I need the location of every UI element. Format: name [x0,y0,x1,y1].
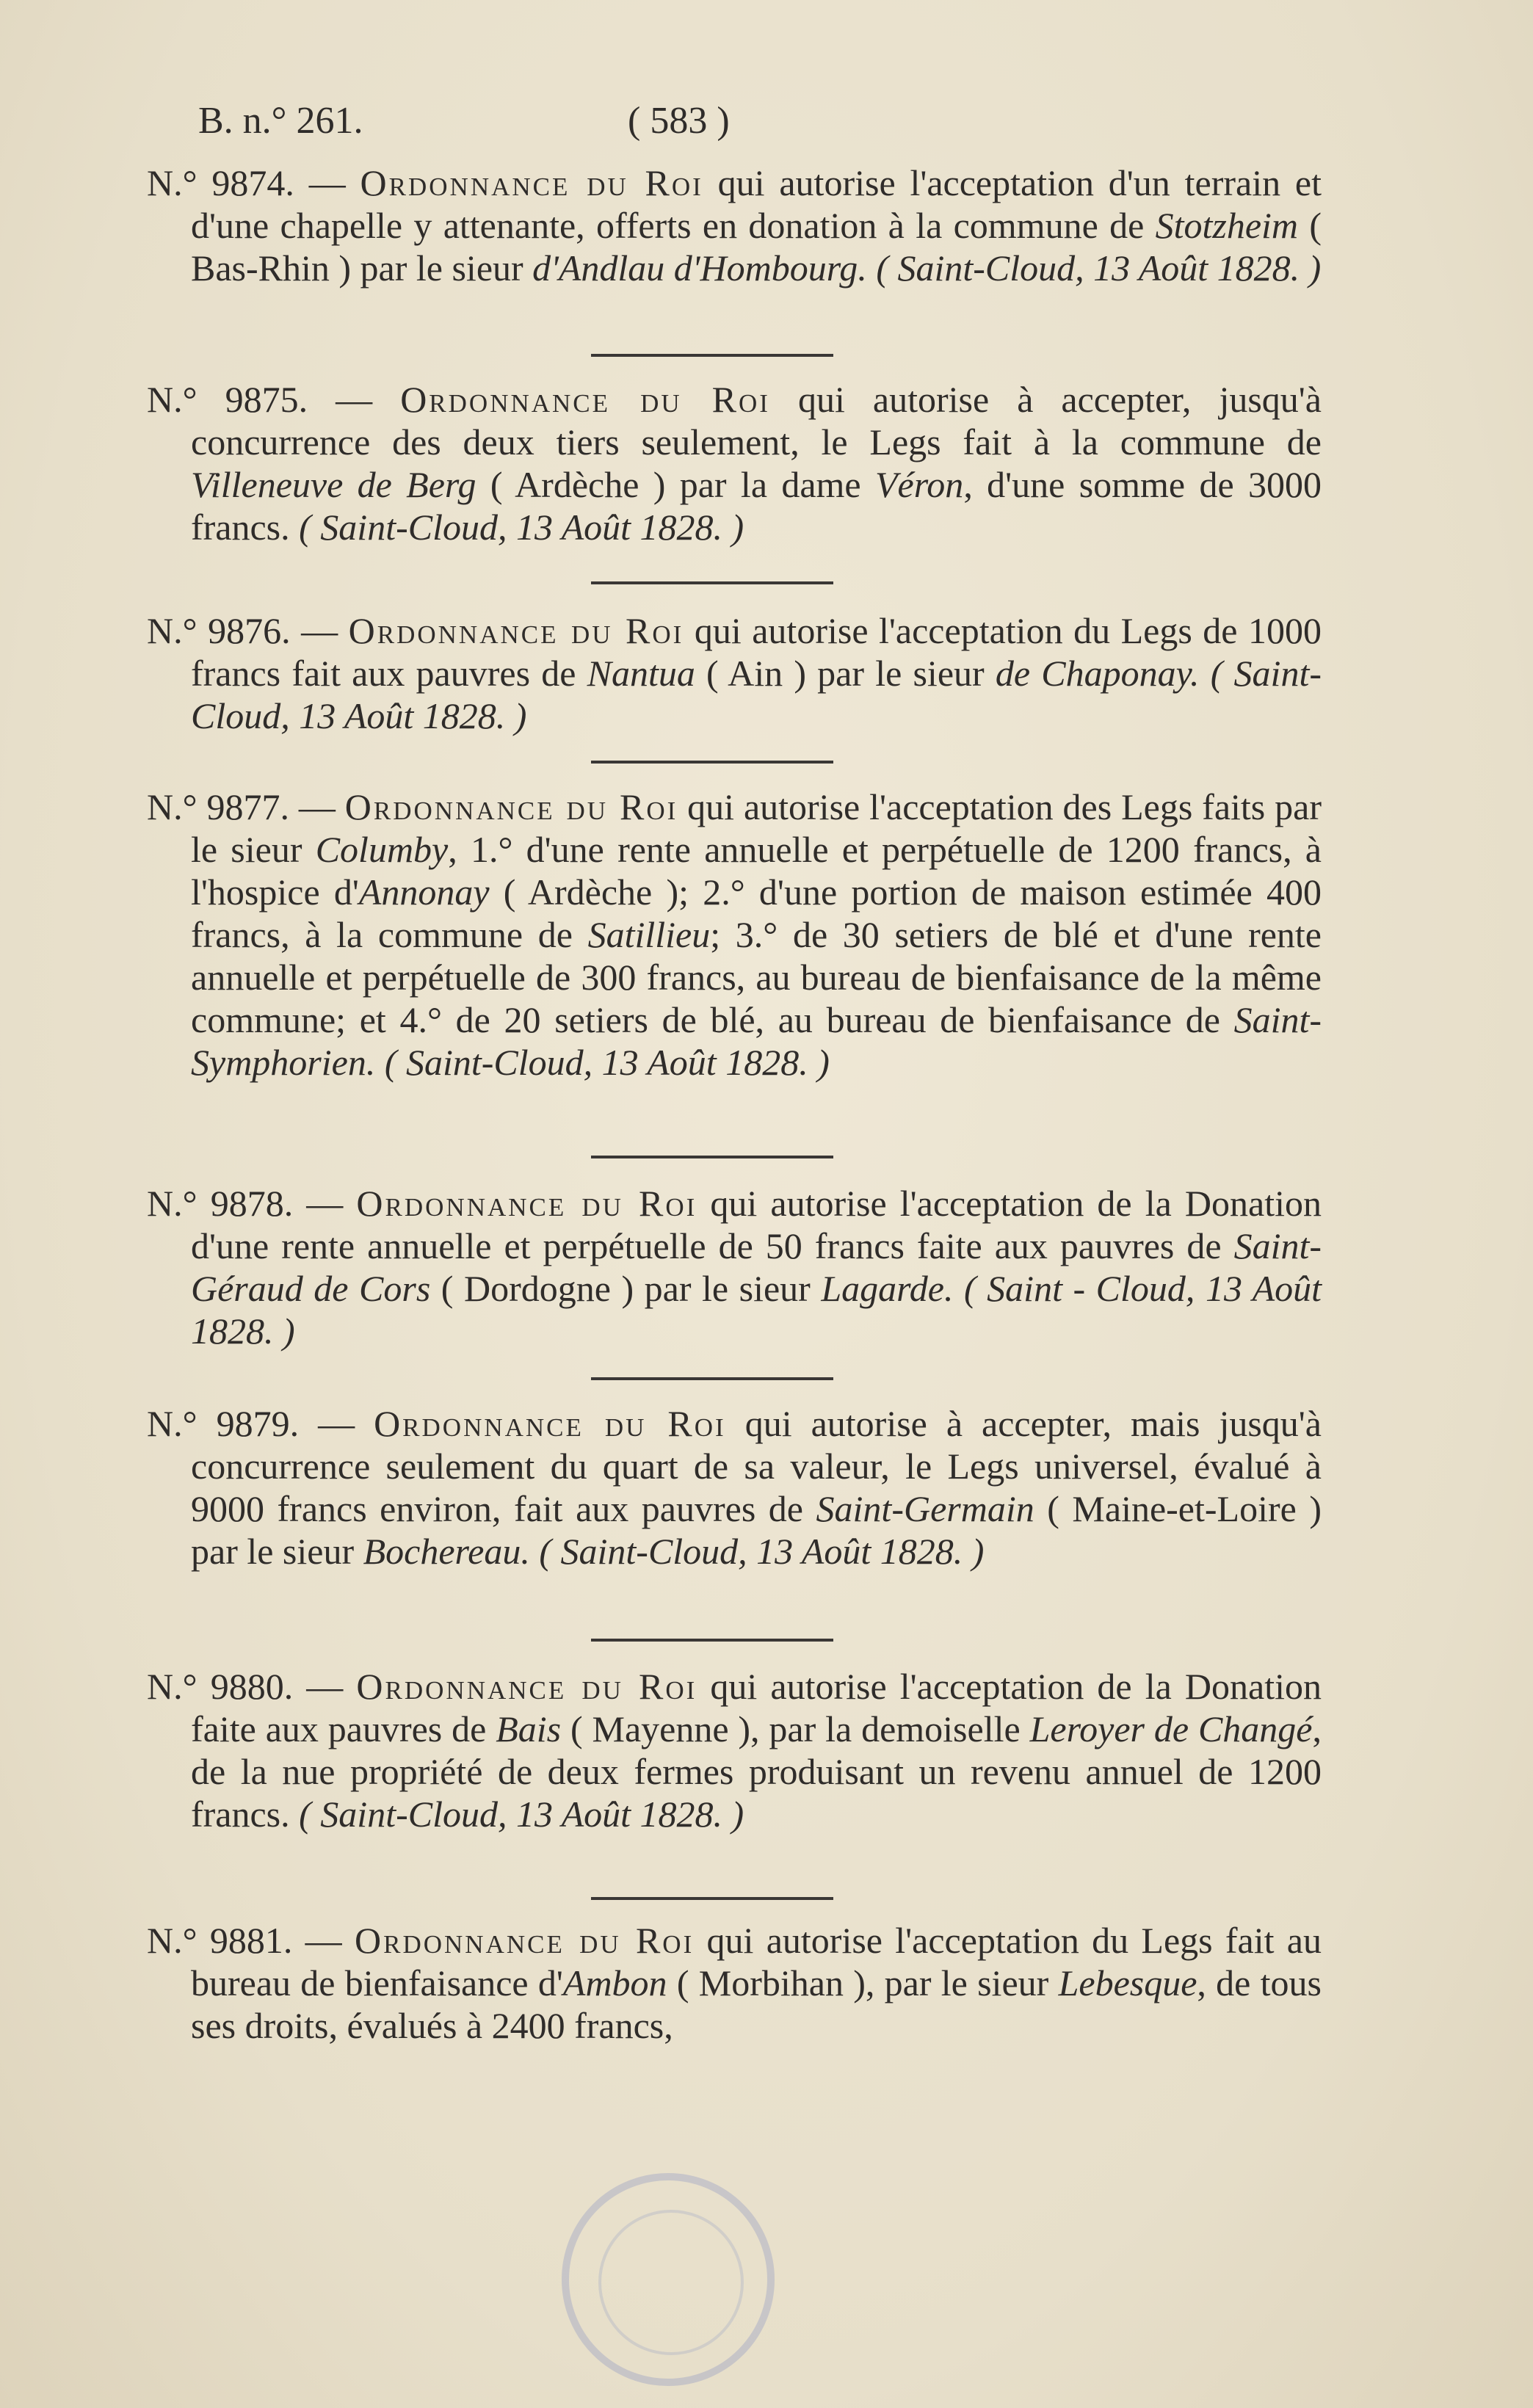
entry-person: Lagarde [821,1268,944,1309]
library-stamp [562,2173,775,2386]
entry-body: ( Morbihan ), par le sieur [667,1962,1059,2003]
entry-body: ( Dordogne ) par le sieur [430,1268,822,1309]
bulletin-number: B. n.° 261. [198,100,363,142]
entry-place: Ambon [562,1962,667,2003]
entry-number: N.° 9875. — [147,379,401,420]
entry-body: ( Mayenne ), par la demoiselle [561,1708,1030,1749]
separator-rule [591,1377,833,1380]
entry-title: Ordonnance du Roi [356,1183,697,1224]
entry-body: ( Ardèche ) par la dame [476,464,875,505]
entry-person: Bochereau [363,1531,521,1572]
entry-place: Saint-Germain [816,1488,1034,1529]
entry-person: Lebesque [1058,1962,1197,2003]
entry-body: qui autorise l'acceptation d'un terrain et d'une chapelle y attenante, offerts en donation à la commune de [191,162,1322,246]
entry-title: Ordonnance du Roi [356,1666,697,1707]
entry-body: , de tous ses droits, évalués à 2400 francs, [191,1962,1322,2046]
entry-title: Ordonnance du Roi [360,162,703,203]
entry-body: ; 3.° de 30 setiers de blé et d'une rente annuelle et perpétuelle de 300 francs, au bureau de bienfaisance de la même commune; et 4.° de 20 setiers de blé, au bureau de bienfaisance de [191,914,1322,1040]
ordinance-entry-9875 [147,378,1322,548]
ordinance-entry-9877 [147,786,1322,1084]
entry-place: Stotzheim [1155,205,1299,246]
entry-body: , d'une somme de 3000 francs. [191,464,1322,548]
entry-date: . ( Saint-Cloud, 13 Août 1828. ) [191,653,1322,736]
separator-rule [591,761,833,764]
entry-number: N.° 9879. — [147,1403,374,1444]
entry-body: ( Ain ) par le sieur [695,653,996,694]
entry-number: N.° 9878. — [147,1183,357,1224]
page-header [198,92,1300,150]
entry-place: Saint-Symphorien [191,999,1322,1083]
ordinance-entry-9874 [147,162,1322,289]
ordinance-entry-9881 [147,1919,1322,2047]
ordinance-entry-9878 [147,1182,1322,1352]
entry-body: , de la nue propriété de deux fermes produisant un revenu annuel de 1200 francs. [191,1708,1322,1835]
entry-body: qui autorise l'acceptation de la Donation d'une rente annuelle et perpétuelle de 50 francs faite aux pauvres de [191,1183,1322,1266]
entry-body: ( Maine-et-Loire ) par le sieur [191,1488,1322,1572]
entry-number: N.° 9880. — [147,1666,357,1707]
entry-body: qui autorise l'acceptation du Legs de 1000 francs fait aux pauvres de [191,610,1322,694]
ordinance-entry-9880 [147,1665,1322,1835]
ordinance-entry-9876 [147,609,1322,737]
entry-title: Ordonnance du Roi [344,786,678,827]
entry-date: ( Saint-Cloud, 13 Août 1828. ) [299,507,744,548]
entry-title: Ordonnance du Roi [348,610,684,651]
entry-body: qui autorise l'acceptation de la Donation faite aux pauvres de [191,1666,1322,1749]
entry-place: Annonay [358,871,490,913]
entry-number: N.° 9877. — [147,786,345,827]
separator-rule [591,354,833,357]
entry-place: Bais [496,1708,562,1749]
entry-title: Ordonnance du Roi [374,1403,726,1444]
entry-person: de Chaponay [995,653,1191,694]
page-number: ( 583 ) [628,100,730,142]
entry-date: . ( Saint - Cloud, 13 Août 1828. ) [191,1268,1322,1352]
entry-date: . ( Saint-Cloud, 13 Août 1828. ) [521,1531,985,1572]
entry-body: qui autorise à accepter, jusqu'à concurrence des deux tiers seulement, le Legs fait à la commune de [191,379,1322,463]
separator-rule [591,581,833,584]
separator-rule [591,1156,833,1158]
entry-person: d'Andlau d'Hombourg [532,247,858,289]
entry-date: . ( Saint-Cloud, 13 Août 1828. ) [858,247,1322,289]
entry-body: , 1.° d'une rente annuelle et perpétuelle de 1200 francs, à l'hospice d' [191,829,1322,913]
separator-rule [591,1897,833,1900]
entry-number: N.° 9881. — [147,1920,355,1961]
entry-place: Villeneuve de Berg [191,464,476,505]
entry-body: ( Ardèche ); 2.° d'une portion de maison estimée 400 francs, à la commune de [191,871,1322,955]
separator-rule [591,1639,833,1642]
entry-body: ( Bas-Rhin ) par le sieur [191,205,1322,289]
entry-number: N.° 9874. — [147,162,360,203]
entry-body: qui autorise à accepter, mais jusqu'à concurrence seulement du quart de sa valeur, le Legs universel, évalué à 9000 francs environ, fait aux pauvres de [191,1403,1322,1529]
entry-person: Columby [315,829,449,870]
entry-person: Leroyer de Changé [1029,1708,1313,1749]
entry-place: Satillieu [587,914,711,955]
entry-title: Ordonnance du Roi [354,1920,695,1961]
entry-body: qui autorise l'acceptation des Legs faits par le sieur [191,786,1322,870]
ordinance-entry-9879 [147,1402,1322,1573]
entry-person: Véron [874,464,964,505]
entry-date: ( Saint-Cloud, 13 Août 1828. ) [299,1794,744,1835]
entry-body: qui autorise l'acceptation du Legs fait au bureau de bienfaisance d' [191,1920,1322,2003]
entry-place: Nantua [587,653,695,694]
entry-title: Ordonnance du Roi [400,379,770,420]
entry-place: Saint-Géraud de Cors [191,1225,1322,1309]
entry-date: . ( Saint-Cloud, 13 Août 1828. ) [366,1042,830,1083]
entry-number: N.° 9876. — [147,610,349,651]
